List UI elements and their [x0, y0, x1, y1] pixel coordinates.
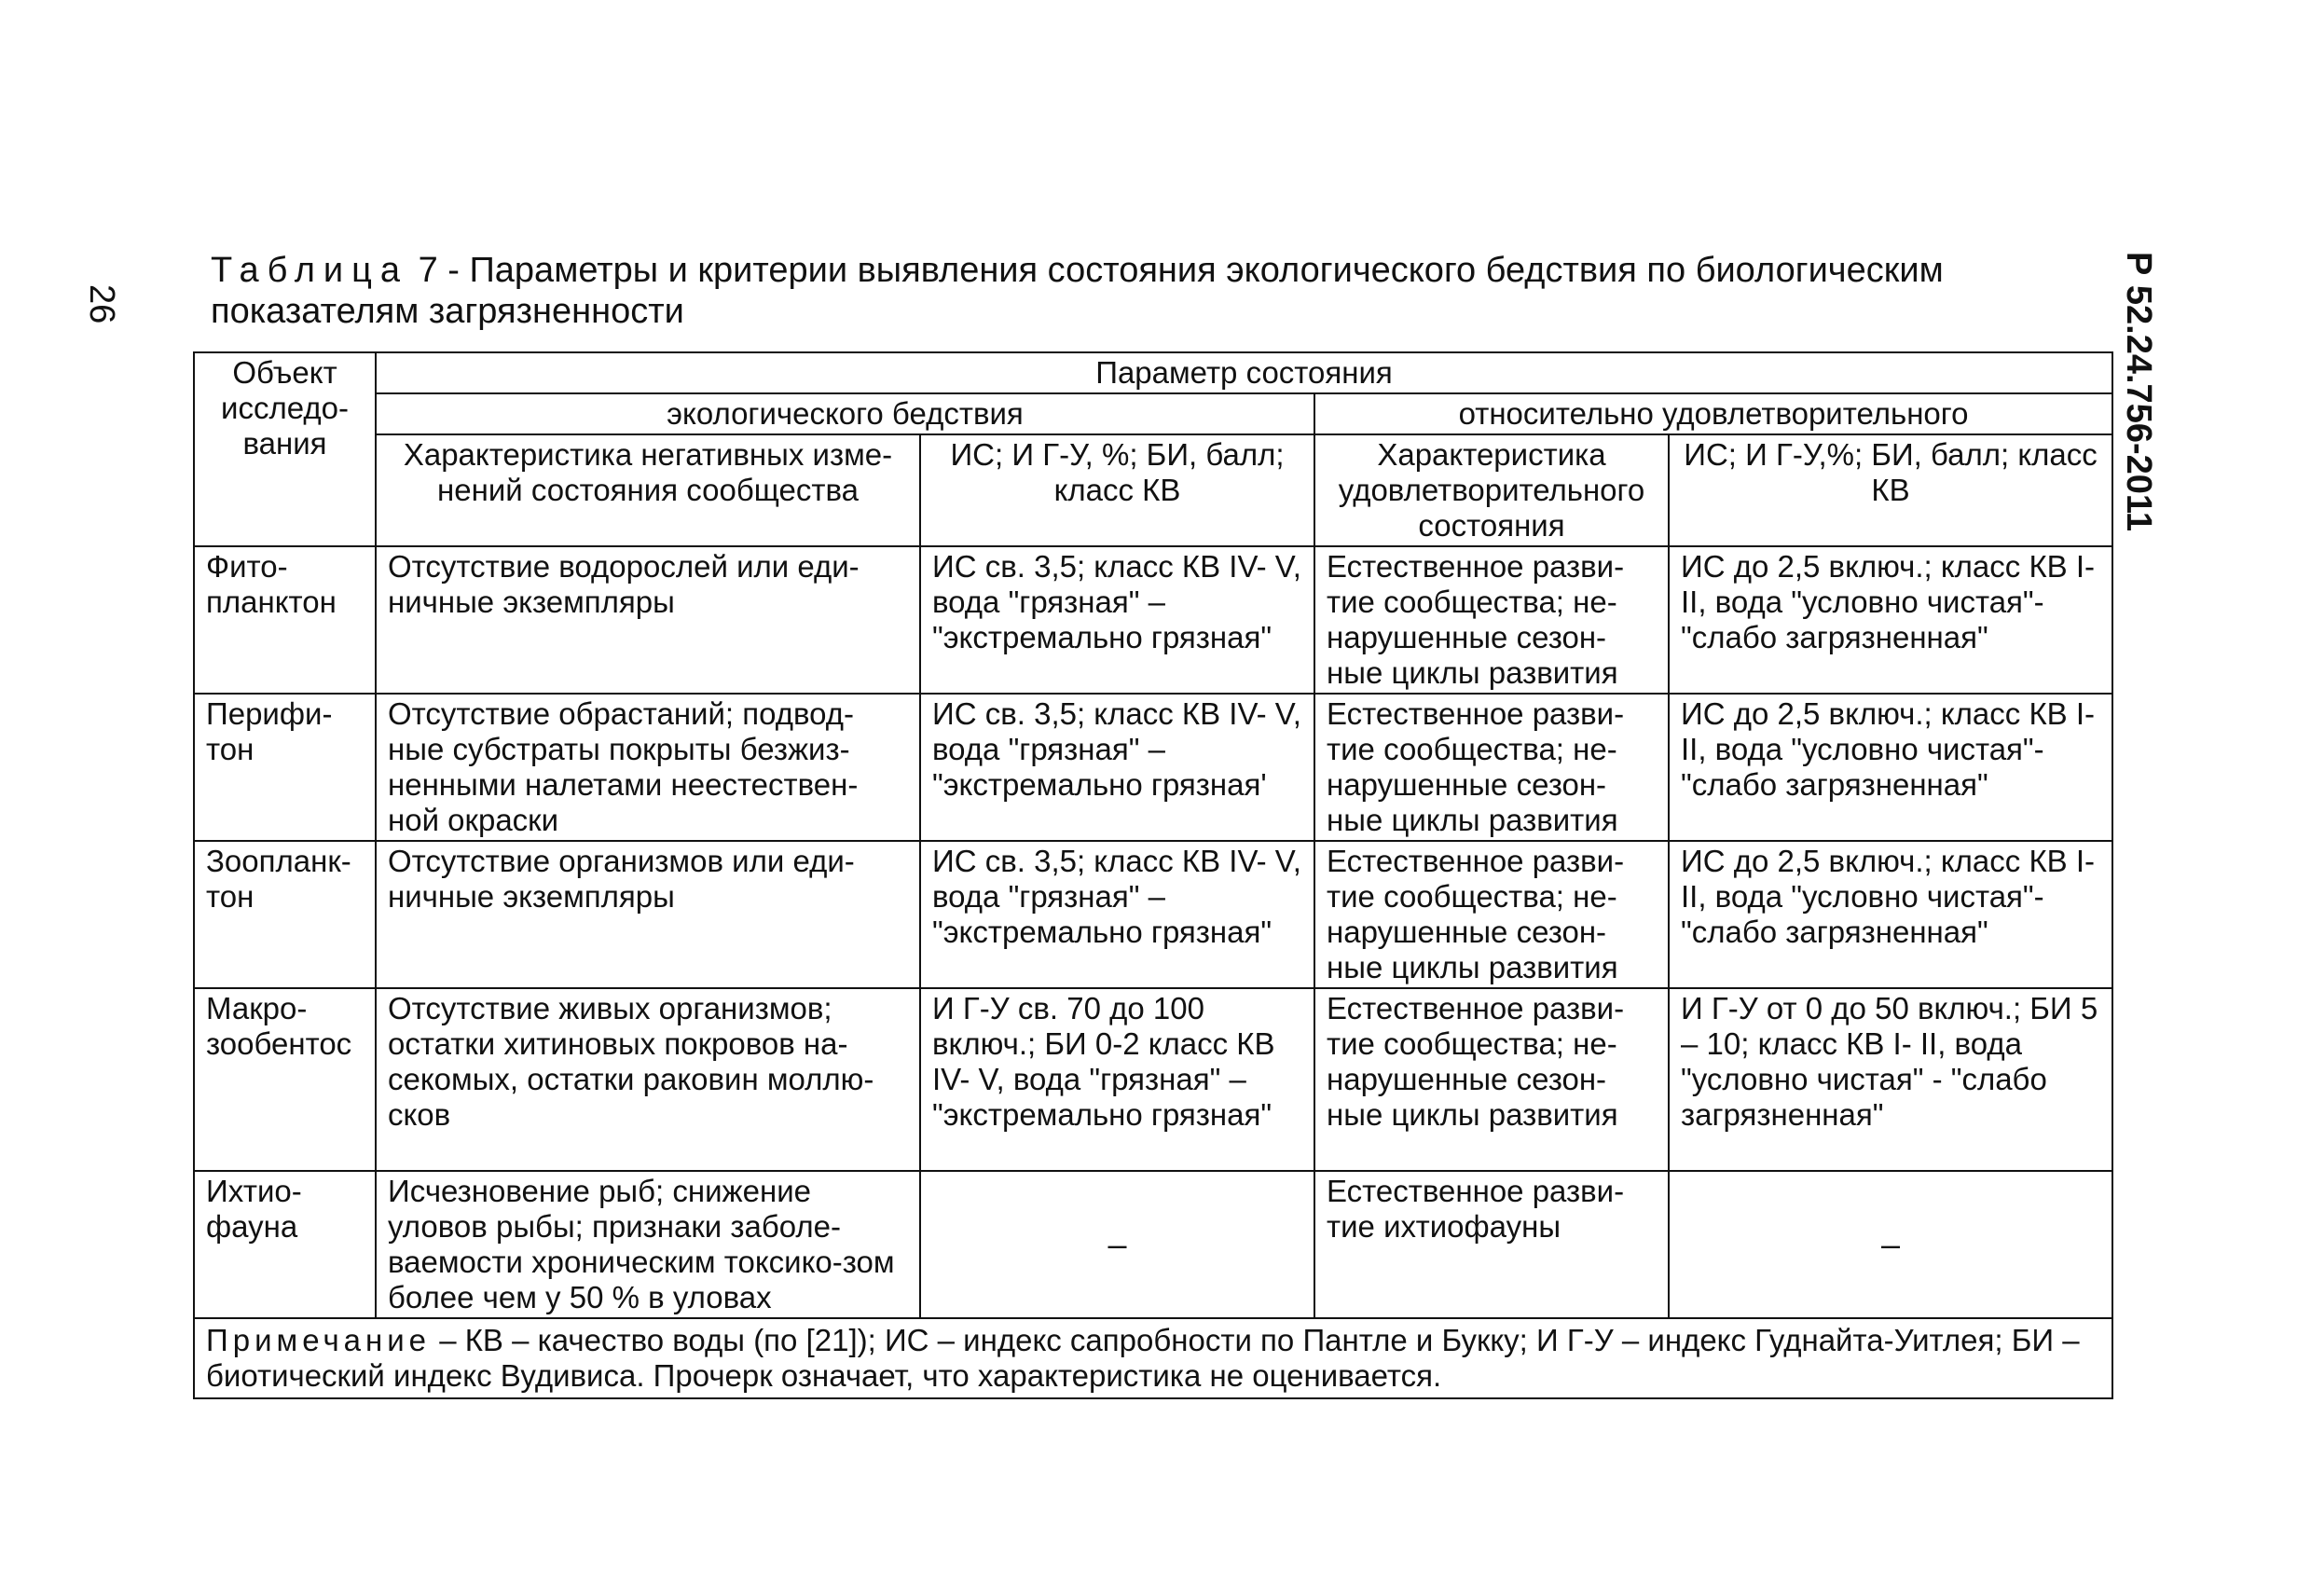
caption-text: - Параметры и критерии выявления состояния экологического бедствия по биологическим показателям загрязненности [211, 251, 1944, 331]
cell-eco-char: Отсутствие водорослей или еди-ничные экземпляры [376, 546, 920, 694]
cell-rel-char: Естественное разви-тие сообщества; не-нарушенные сезон-ные циклы развития [1314, 841, 1669, 988]
caption-label: Таблица [211, 251, 408, 290]
cell-object: Ихтио-фауна [194, 1171, 376, 1318]
cell-rel-char: Естественное разви-тие сообщества; не-нарушенные сезон-ные циклы развития [1314, 546, 1669, 694]
table-note [194, 1318, 2112, 1398]
header-eco-idx: ИС; И Г-У, %; БИ, балл; класс КВ [920, 434, 1314, 546]
table-note-row [194, 1318, 2112, 1398]
header-rel: относительно удовлетворительного [1314, 393, 2112, 434]
cell-eco-char: Исчезновение рыб; снижение уловов рыбы; признаки заболе-ваемости хроническим токсико-зом более чем у 50 % в уловах [376, 1171, 920, 1318]
note-text: – КВ – качество воды (по [21]); ИС – индекс сапробности по Пантле и Букку; И Г-У – индекс Гуднайта-Уитлея; БИ – биотический индекс Вудивиса. Прочерк означает, что характеристика не оценивается. [206, 1323, 2080, 1393]
criteria-table [193, 351, 2113, 1399]
header-param: Параметр состояния [376, 352, 2112, 393]
cell-rel-char: Естественное разви-тие ихтиофауны [1314, 1171, 1669, 1318]
cell-eco-idx: – [920, 1171, 1314, 1318]
cell-rel-idx: ИС до 2,5 включ.; класс КВ I- II, вода "условно чистая"-"слабо загрязненная" [1669, 546, 2112, 694]
table-row [194, 841, 2112, 988]
cell-eco-idx: И Г-У св. 70 до 100 включ.; БИ 0-2 класс КВ IV- V, вода "грязная" – "экстремально грязная" [920, 988, 1314, 1171]
cell-object: Зоопланк-тон [194, 841, 376, 988]
document-code: Р 52.24.756-2011 [2119, 252, 2158, 532]
cell-object: Перифи-тон [194, 694, 376, 841]
cell-rel-idx: – [1669, 1171, 2112, 1318]
cell-rel-char: Естественное разви-тие сообщества; не-нарушенные сезон-ные циклы развития [1314, 694, 1669, 841]
cell-object: Макро-зообентос [194, 988, 376, 1171]
table-row [194, 1171, 2112, 1318]
header-eco: экологического бедствия [376, 393, 1314, 434]
cell-object: Фито-планктон [194, 546, 376, 694]
cell-eco-idx: ИС св. 3,5; класс КВ IV- V, вода "грязная" – "экстремально грязная' [920, 694, 1314, 841]
cell-eco-char: Отсутствие организмов или еди-ничные экземпляры [376, 841, 920, 988]
page-number: 26 [82, 284, 121, 324]
header-rel-char: Характеристика удовлетворительного состояния [1314, 434, 1669, 546]
header-rel-idx: ИС; И Г-У,%; БИ, балл; класс КВ [1669, 434, 2112, 546]
cell-rel-char: Естественное разви-тие сообщества; не-нарушенные сезон-ные циклы развития [1314, 988, 1669, 1171]
table-caption [211, 250, 2131, 332]
cell-eco-char: Отсутствие обрастаний; подвод-ные субстраты покрыты безжиз-ненными налетами неестествен-ной окраски [376, 694, 920, 841]
note-label: Примечание [206, 1323, 432, 1357]
table-row [194, 988, 2112, 1171]
header-object: Объект исследо-вания [194, 352, 376, 546]
cell-rel-idx: ИС до 2,5 включ.; класс КВ I- II, вода "условно чистая"-"слабо загрязненная" [1669, 841, 2112, 988]
table-row [194, 694, 2112, 841]
cell-rel-idx: ИС до 2,5 включ.; класс КВ I- II, вода "условно чистая"-"слабо загрязненная" [1669, 694, 2112, 841]
table-row [194, 546, 2112, 694]
cell-eco-idx: ИС св. 3,5; класс КВ IV- V, вода "грязная" – "экстремально грязная" [920, 841, 1314, 988]
cell-eco-char: Отсутствие живых организмов; остатки хитиновых покровов на-секомых, остатки раковин моллю-сков [376, 988, 920, 1171]
caption-number: 7 [418, 251, 438, 290]
header-eco-char: Характеристика негативных изме-нений состояния сообщества [376, 434, 920, 546]
cell-rel-idx: И Г-У от 0 до 50 включ.; БИ 5 – 10; класс КВ I- II, вода "условно чистая" - "слабо загрязненная" [1669, 988, 2112, 1171]
cell-eco-idx: ИС св. 3,5; класс КВ IV- V, вода "грязная" – "экстремально грязная" [920, 546, 1314, 694]
